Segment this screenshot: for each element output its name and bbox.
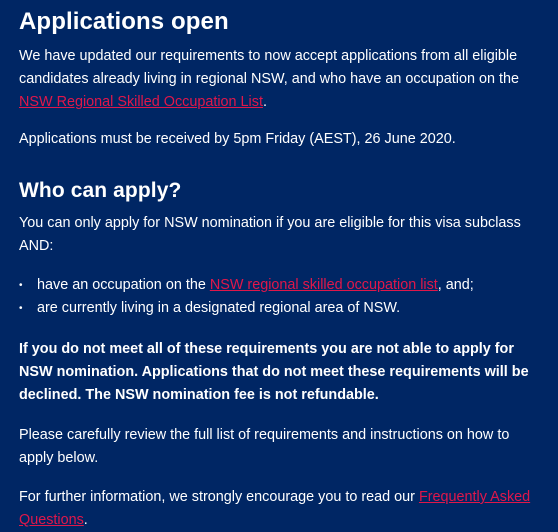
- deadline-paragraph: Applications must be received by 5pm Friday (AEST), 26 June 2020.: [19, 131, 456, 147]
- page-heading: Applications open: [19, 8, 229, 35]
- list-item: [19, 297, 544, 320]
- further-info-text-end: .: [83, 512, 88, 528]
- bullet-icon: •: [19, 303, 23, 314]
- regional-occupation-list-link[interactable]: NSW Regional Skilled Occupation List: [19, 94, 263, 110]
- intro-paragraph: [19, 45, 544, 114]
- further-info-text: For further information, we strongly encourage you to read our: [19, 489, 419, 505]
- eligibility-paragraph: You can only apply for NSW nomination if you are eligible for this visa subclass AND:: [19, 215, 521, 254]
- bullet-icon: •: [19, 280, 23, 291]
- requirement-text-end: , and;: [437, 277, 474, 293]
- faq-link[interactable]: Frequently Asked Questions: [19, 489, 531, 528]
- list-item: [19, 274, 544, 297]
- requirement-text: are currently living in a designated regional area of NSW.: [37, 300, 401, 316]
- intro-text: We have updated our requirements to now accept applications from all eligible candidates already living in regional NSW, and who have an occupation on the: [19, 48, 519, 87]
- section-heading: Who can apply?: [19, 179, 182, 202]
- warning-paragraph: If you do not meet all of these requirements you are not able to apply for NSW nomination. Applications that do not meet these requirements will be declined. The NSW nomination fee is not refundable.: [19, 341, 529, 403]
- intro-text-end: .: [262, 94, 267, 110]
- skilled-occupation-list-link[interactable]: NSW regional skilled occupation list: [209, 277, 438, 293]
- requirements-list: [19, 274, 544, 320]
- further-info-paragraph: [19, 486, 544, 532]
- requirement-text: have an occupation on the: [37, 277, 210, 293]
- review-paragraph: Please carefully review the full list of requirements and instructions on how to apply below.: [19, 427, 510, 466]
